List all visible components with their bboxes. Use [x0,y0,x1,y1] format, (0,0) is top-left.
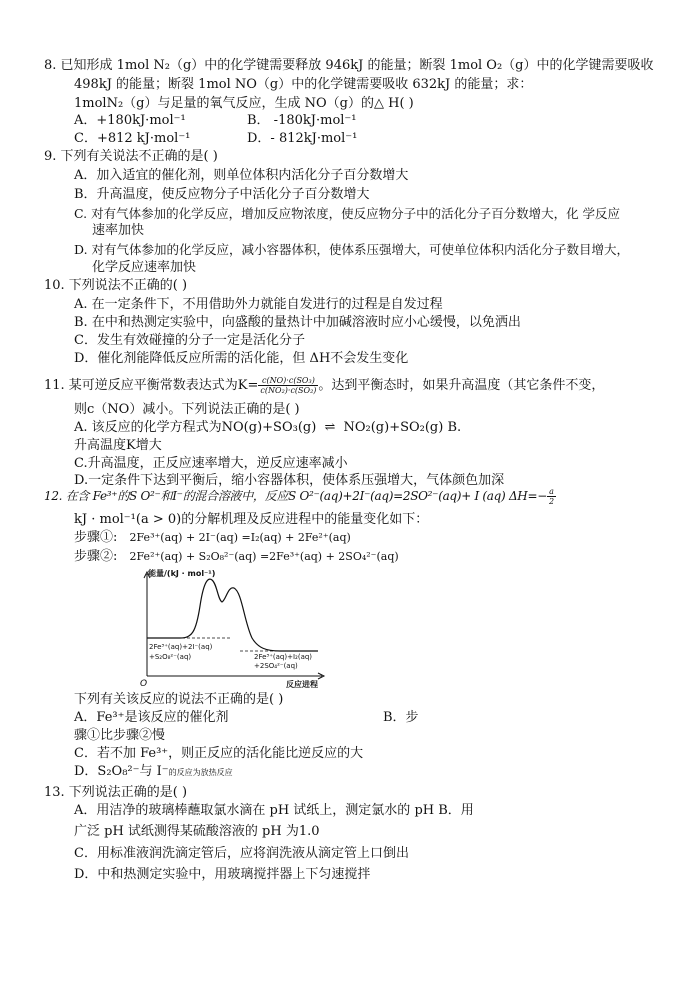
q11-option-c: C.升高温度，正反应速率增大，逆反应速率减小 [74,456,348,471]
q12-option-d [74,764,233,781]
q10-option-c: C．发生有效碰撞的分子一定是活化分子 [74,333,305,348]
q11-stem-line2: 则c（NO）减小。下列说法正确的是( ) [74,402,300,417]
q9-option-d-line1: D. 对有气体参加的化学反应，减小容器体积，使体系压强增大，可使单位体积内活化分子数目增大， [74,242,630,257]
q11-frac-numerator: c(NO)·c(SO₃) [258,376,318,386]
q12-option-d-pre: D．S₂O₈²⁻与 I⁻ [74,764,169,779]
q12-option-b: B．步 [383,710,419,725]
q10-option-a: A. 在一定条件下，不用借助外力就能自发进行的过程是自发过程 [74,297,443,312]
q12-option-b-cont: 骤①比步骤②慢 [74,728,166,743]
energy-curve [147,579,318,651]
q10-option-d: D．催化剂能降低反应所需的活化能，但 ΔH不会发生变化 [74,351,409,366]
q11-k-fraction [258,376,318,395]
q11-option-a [74,420,461,436]
q12-option-d-small: 的反应为放热反应 [168,768,233,777]
q12-delta-h: ΔH=− [508,489,547,503]
q9-option-b: B．升高温度，使反应物分子中活化分子百分数增大 [74,187,370,202]
q11-option-a-post: NO₂(g)+SO₂(g) B. [343,420,462,435]
q12-stem-line1 [44,487,556,506]
q13-stem: 13. 下列说法正确的是( ) [44,785,188,800]
q8-option-c: C．+812 kJ·mol⁻¹ [74,131,191,146]
equilibrium-arrow-icon: ⇌ [324,420,336,435]
right-species-line1: 2Fe³⁺(aq)+I₂(aq) [254,653,313,661]
q12-dh-denominator: 2 [548,497,554,506]
q9-option-c-line2: 速率加快 [92,223,145,238]
q9-stem: 9. 下列有关说法不正确的是( ) [44,149,218,164]
left-species-line2: +S₂O₈²⁻(aq) [149,653,192,661]
q12-stem-line2: kJ · mol⁻¹(a > 0)的分解机理及反应进程中的能量变化如下： [74,512,429,527]
q11-option-d: D.一定条件下达到平衡后，缩小容器体积，使体系压强增大，气体颜色加深 [74,473,505,488]
q9-option-d-line2: 化学反应速率加快 [92,260,197,275]
q12-step1-equation: 2Fe³⁺(aq) + 2I⁻(aq) =I₂(aq) + 2Fe²⁺(aq) [129,531,351,544]
q11-option-a-pre: A. 该反应的化学方程式为NO(g)+SO₃(g) [74,420,317,435]
q10-stem: 10. 下列说法不正确的( ) [44,278,188,293]
chart-ylabel: 能量/(kJ · mol⁻¹) [148,569,216,578]
q13-option-a: A．用洁净的玻璃棒蘸取氯水滴在 pH 试纸上，测定氯水的 pH B．用 [74,803,474,818]
q8-option-d: D．- 812kJ·mol⁻¹ [247,131,358,146]
energy-diagram [140,566,340,688]
q12-option-a: A．Fe³⁺是该反应的催化剂 [74,710,229,725]
q10-option-b: B. 在中和热测定实验中，向盛酸的量热计中加碱溶液时应小心缓慢，以免洒出 [74,315,521,330]
right-species-line2: +2SO₄²⁻(aq) [254,662,298,670]
q12-dh-fraction [547,487,556,506]
q11-stem-line1 [44,376,604,395]
q9-option-c-line1: C. 对有气体参加的化学反应，增加反应物浓度，使反应物分子中的活化分子百分数增大，化 学反应 [74,206,621,221]
q13-option-c: C．用标准液润洗滴定管后，应将润洗液从滴定管上口倒出 [74,846,409,861]
q12-step2-equation: 2Fe²⁺(aq) + S₂O₈²⁻(aq) =2Fe³⁺(aq) + 2SO₄²⁻(aq) [129,550,399,563]
q11-frac-denominator: c(NO₂)·c(SO₂) [260,386,317,395]
q11-stem-post: 。达到平衡态时，如果升高温度（其它条件不变， [318,378,605,393]
q13-option-b: 广泛 pH 试纸测得某硫酸溶液的 pH 为1.0 [74,824,320,839]
q12-step2-label: 步骤②: [74,549,118,564]
q9-option-a: A．加入适宜的催化剂，则单位体积内活化分子百分数增大 [74,168,409,183]
q8-option-b: B． -180kJ·mol⁻¹ [247,113,357,128]
q12-option-c: C．若不加 Fe³⁺，则正反应的活化能比逆反应的大 [74,746,364,761]
q12-step1 [74,530,351,546]
q12-stem-pre: 12. 在含 Fe³⁺的S O²⁻和I⁻的混合溶液中，反应S O²⁻(aq)+2I⁻(aq)=2SO²⁻(aq)+ I (aq) [44,489,506,503]
q11-stem-pre: 11. 某可逆反应平衡常数表达式为K= [44,378,259,393]
q12-step2 [74,549,399,565]
chart-origin: O [140,679,148,688]
q11-option-b-cont: 升高温度K增大 [74,438,162,453]
chart-xlabel: 反应进程 [286,680,318,688]
q8-option-a: A．+180kJ·mol⁻¹ [74,113,186,128]
q8-stem-line1: 8. 已知形成 1mol N₂（g）中的化学键需要释放 946kJ 的能量；断裂 1mol O₂（g）中的化学键需要吸收 [44,58,654,73]
q8-stem-line2: 498kJ 的能量；断裂 1mol NO（g）中的化学键需要吸收 632kJ 的能量；求： [74,77,533,92]
left-species-line1: 2Fe³⁺(aq)+2I⁻(aq) [149,643,213,651]
q12-question: 下列有关该反应的说法不正确的是( ) [74,692,284,707]
q12-dh-numerator: a [547,487,556,497]
q8-stem-line3: 1molN₂（g）与足量的氧气反应，生成 NO（g）的△ H( ) [74,96,414,111]
q12-step1-label: 步骤①: [74,530,118,545]
q13-option-d: D．中和热测定实验中，用玻璃搅拌器上下匀速搅拌 [74,867,371,882]
